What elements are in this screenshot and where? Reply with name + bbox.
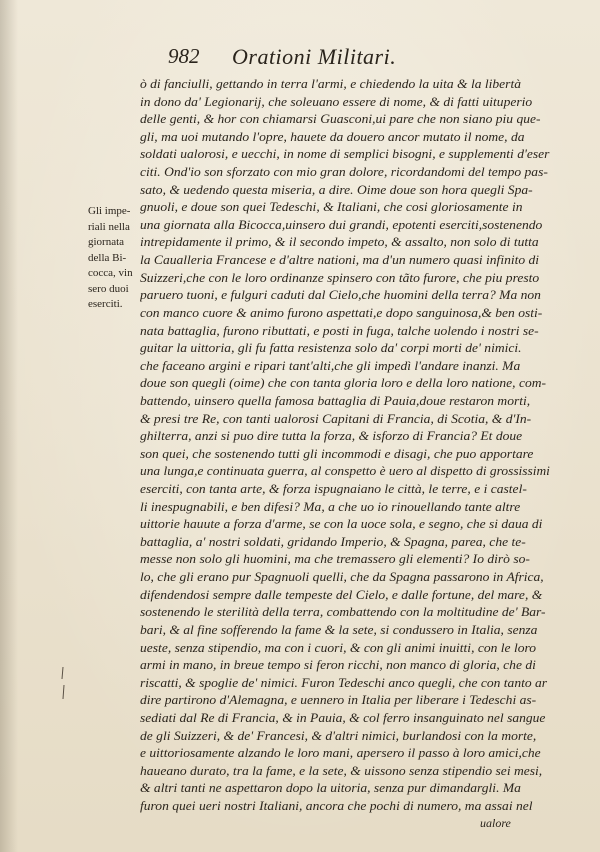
page-edge-shadow [0, 0, 18, 852]
marginal-note-line: riali nella [88, 220, 130, 233]
text-line: gnuoli, e doue son quei Tedeschi, & Italiani, che cosi gloriosamente in [140, 200, 523, 215]
text-line: sostenendo le sterilità della terra, combattendo con la moltitudine de' Bar- [140, 605, 546, 620]
marginal-note-line: cocca, vin [88, 267, 133, 279]
marginal-note-line: sero duoi [88, 282, 129, 295]
text-line: ueste, senza stipendio, ma con i cuori, & con gli animi inuitti, con le loro [140, 640, 537, 655]
text-line: bari, & al fine sofferendo la fame & la sete, si condussero in Italia, senza [140, 622, 538, 637]
text-line: una giornata alla Bicocca,uinsero dui grandi, epotenti eserciti,sostenendo [140, 217, 543, 232]
marginal-note-line: Gli impe- [88, 205, 131, 217]
text-line: eserciti, con tanta arte, & forza ispugnaiano le città, le terre, e i castel- [140, 482, 527, 497]
text-line: & presi tre Re, con tanti ualorosi Capitani di Francia, di Scotia, & d'In- [140, 411, 532, 426]
text-line: uittorie hauute a forza d'arme, se con la uoce sola, e segno, che si daua di [140, 517, 543, 532]
text-line: sato, & uedendo questa miseria, a dire. Oime doue son hora quegli Spa- [140, 182, 533, 197]
text-line: de gli Suizzeri, & de' Francesi, & d'altri nimici, burlandosi con la morte, [140, 728, 537, 743]
text-line: intrepidamente il primo, & il secondo impeto, & assalto, non solo di tutta [140, 235, 539, 250]
page-number: 982 [168, 44, 200, 68]
text-line: soldati ualorosi, e uecchi, in nome di semplici bisogni, e supplementi d'eser [140, 147, 550, 162]
text-line: ghilterra, anzi si puo dire tutta la forza, & isforzo di Francia? Et doue [140, 429, 523, 444]
marginal-note-line: giornata [88, 236, 125, 248]
text-line: lo, che gli erano pur Spagnuoli quelli, che da Spagna passarono in Africa, [140, 570, 544, 585]
text-line: che faceano argini e ripari tant'alti,che gli impedì l'andare inanzi. Ma [140, 358, 521, 373]
text-line: sediati dal Re di Francia, & in Pauia, & col ferro insanguinato nel sangue [140, 710, 546, 725]
text-line: armi in mano, in breue tempo si feron ricchi, non manco di gloria, che di [140, 658, 536, 673]
text-line: e uittoriosamente alzando le loro mani, apersero il passo à loro amici,che [140, 746, 541, 761]
running-title: Orationi Militari. [232, 44, 397, 69]
text-line: guitar la uittoria, gli fu fatta resistenza solo da' corpi morti de' nimici. [140, 341, 522, 356]
text-line: ò di fanciulli, gettando in terra l'armi, e chiedendo la uita & la libertà [140, 77, 522, 91]
text-line: citi. Ond'io son sforzato con mio gran dolore, ricordandomi del tempo pas- [140, 165, 548, 180]
body-text [140, 76, 550, 816]
text-line: battendo, uinsero quella famosa battaglia di Pauia,doue restaron morti, [140, 393, 531, 408]
text-line: difendendosi sempre dalle tempeste del Cielo, e dalle fortune, del mare, & [140, 587, 543, 602]
text-line: furon quei ueri nostri Italiani, ancora che pochi di numero, ma assai nel [140, 798, 533, 813]
marginal-note [88, 204, 140, 313]
text-line: & altri tanti ne aspettaron dopo la uitoria, senza pur dimandargli. Ma [140, 781, 521, 796]
ink-margin-mark [56, 665, 70, 705]
catchword: ualore [480, 816, 511, 830]
text-line: gli, ma uoi mutando l'opre, hauete da douero ancor mutato il nome, da [140, 129, 525, 144]
text-line: con manco cuore & animo furono aspettati,e dopo sanguinosa,& ben osti- [140, 305, 543, 320]
marginal-note-line: eserciti. [88, 298, 123, 310]
text-line: riscatti, & spoglie de' nimici. Furon Tedeschi anco quegli, che con tanto ar [140, 675, 548, 690]
text-line: delle genti, & hor con chiamarsi Guasconi,ui pare che non siano piu que- [140, 112, 541, 127]
text-line: battaglia, a' nostri soldati, gridando Imperio, & Spagna, parea, che te- [140, 534, 526, 549]
marginal-note-line: della Bi- [88, 251, 127, 264]
text-line: in dono da' Legionarij, che soleuano essere di nome, & di fatti uituperio [140, 94, 533, 109]
text-line: doue son quegli (oime) che con tanta gloria loro e della loro natione, com- [140, 376, 547, 391]
text-line: una lunga,e continuata guerra, al conspetto è uero al dispetto di grossissimi [140, 464, 550, 479]
text-line: nata battaglia, furono ributtati, e posti in fuga, talche uolendo i nostri se- [140, 323, 539, 338]
text-line: la Caualleria Francese e d'altre nationi, ma d'un numero quasi infinito di [140, 253, 540, 268]
text-line: messe non solo gli huomini, ma che tremassero gli elementi? Io dirò so- [140, 552, 530, 567]
text-line: dire partirono d'Alemagna, e uennero in Italia per liberare i Tedeschi as- [140, 693, 537, 708]
text-line: Suizzeri,che con le loro ordinanze spinsero con tãto furore, che piu presto [140, 270, 540, 285]
text-line: haueano durato, tra la fame, e la sete, & uissono senza stipendio sei mesi, [140, 763, 543, 778]
text-line: paruero tuoni, e fulguri caduti dal Cielo,che huomini della terra? Ma non [140, 288, 541, 303]
text-line: son quei, che sostenendo tutti gli incommodi e disagi, che puo apportare [140, 446, 534, 461]
text-line: li inespugnabili, e ben difesi? Ma, a che uo io rinouellando tante altre [140, 499, 521, 514]
page-header [168, 44, 468, 74]
